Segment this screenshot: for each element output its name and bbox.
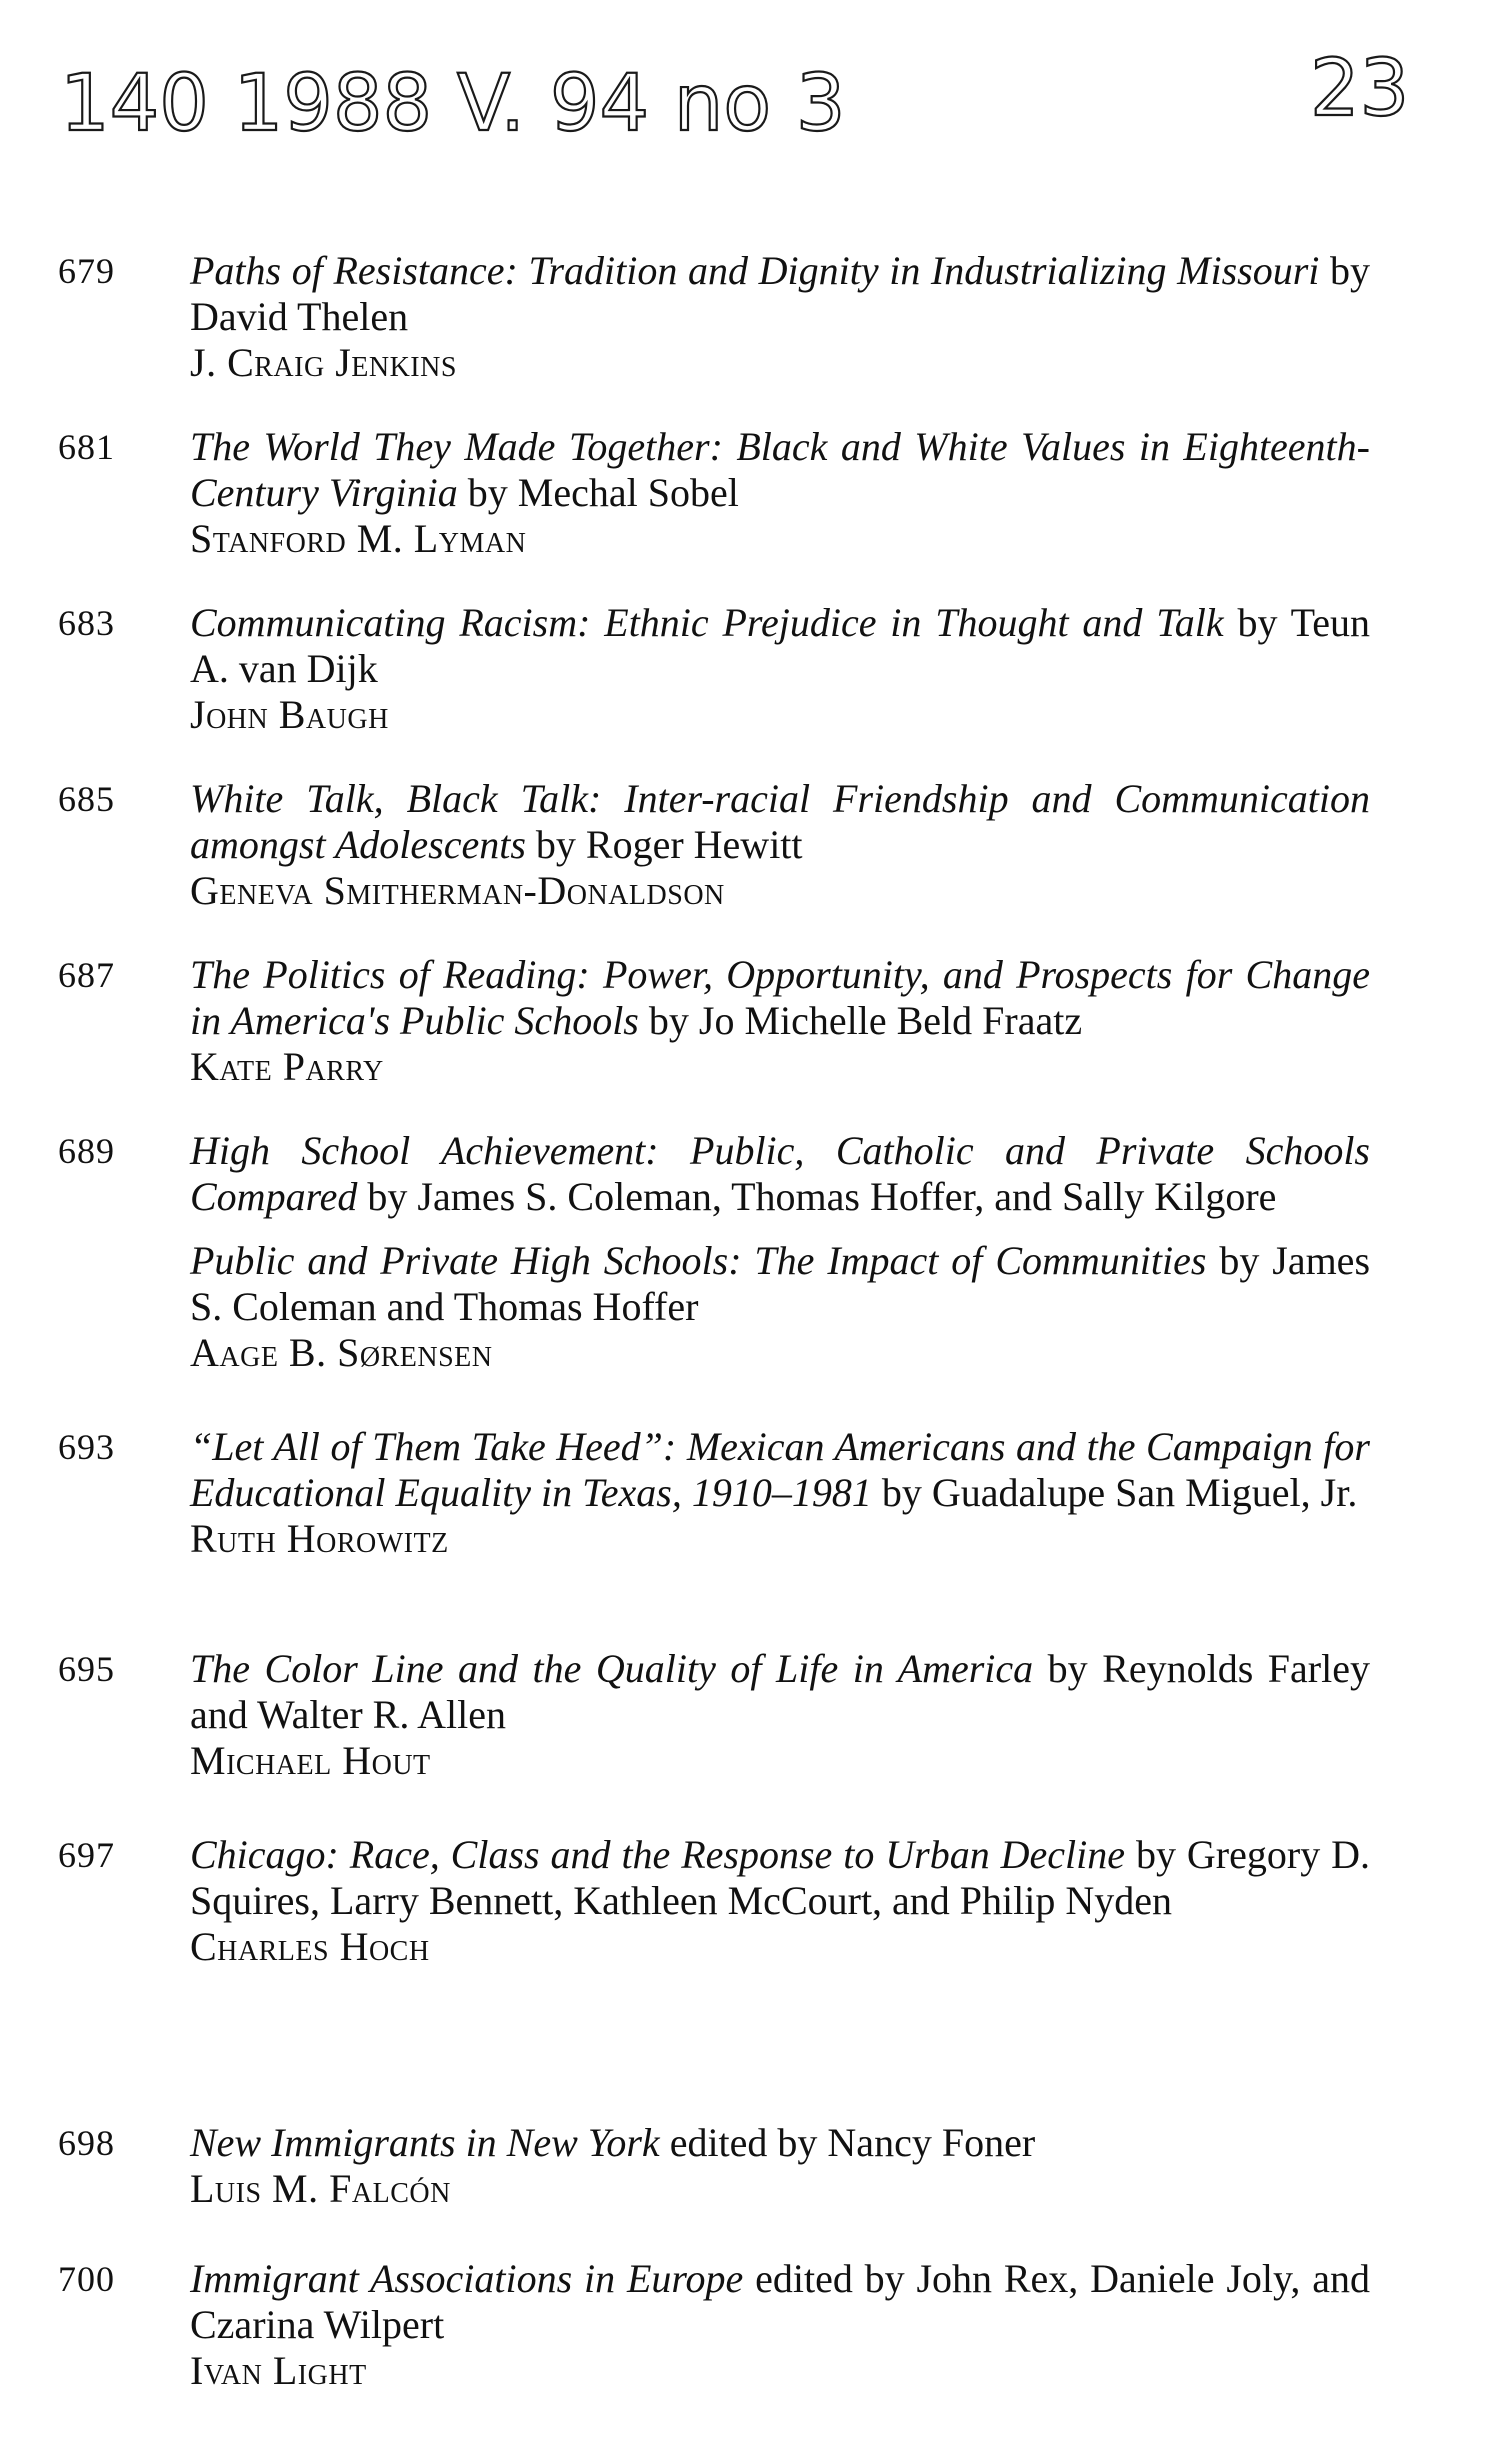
reviewer-name: Geneva Smitherman-Donaldson: [190, 868, 725, 913]
handwritten-note-text: 140 1988 V. 94 no 3: [60, 59, 846, 149]
page-number: 693: [58, 1427, 115, 1467]
connector: edited by: [669, 2120, 818, 2165]
connector: by: [1237, 600, 1278, 645]
book-authors: Gregory D. Squires, Larry Bennett, Kathleen McCourt, and Philip Nyden: [190, 1832, 1371, 1923]
book-authors: Guadalupe San Miguel, Jr.: [931, 1470, 1358, 1515]
connector: by: [881, 1470, 922, 1515]
book-title: Communicating Racism: Ethnic Prejudice in Thought and Talk: [190, 600, 1224, 645]
book-authors: Teun A. van Dijk: [190, 600, 1371, 691]
book-authors: Nancy Foner: [827, 2120, 1036, 2165]
book-title: “Let All of Them Take Heed”: Mexican Americans and the Campaign for Educational Equality in Texas, 1910–1981: [190, 1424, 1370, 1515]
reviewer-name: Michael Hout: [190, 1738, 431, 1783]
entry-body: [190, 2120, 1370, 2212]
book-title: White Talk, Black Talk: Inter-racial Friendship and Communication amongst Adolescents: [190, 776, 1370, 867]
book-authors: John Rex, Daniele Joly, and Czarina Wilpert: [190, 2256, 1371, 2347]
book-authors: Roger Hewitt: [585, 822, 803, 867]
handwritten-corner-mark: 23: [1310, 44, 1410, 134]
reviewer-name: Aage B. Sørensen: [190, 1330, 493, 1375]
book-title: The Color Line and the Quality of Life in America: [190, 1646, 1034, 1691]
entry-body: [190, 1832, 1370, 1970]
reviewer-name: Charles Hoch: [190, 1924, 430, 1969]
reviewer-name: Ruth Horowitz: [190, 1516, 449, 1561]
page-number: 683: [58, 603, 115, 643]
book-title: Immigrant Associations in Europe: [190, 2256, 744, 2301]
reviewer-name: John Baugh: [190, 692, 389, 737]
book-title-second: Public and Private High Schools: The Impact of Communities: [190, 1238, 1207, 1283]
reviewer-name: Stanford M. Lyman: [190, 516, 527, 561]
entry-body: [190, 248, 1370, 386]
entry-body: [190, 1128, 1370, 1376]
entry-body: [190, 2256, 1370, 2394]
handwritten-annotation: [40, 20, 1480, 190]
book-title: Chicago: Race, Class and the Response to Urban Decline: [190, 1832, 1126, 1877]
entry-body: [190, 600, 1370, 738]
entry-body: [190, 1646, 1370, 1784]
reviewer-name: Luis M. Falcón: [190, 2166, 451, 2211]
page-number: 697: [58, 1835, 115, 1875]
book-title: The Politics of Reading: Power, Opportunity, and Prospects for Change in America's Public Schools: [190, 952, 1370, 1043]
page-number: 679: [58, 251, 115, 291]
page-number: 695: [58, 1649, 115, 1689]
connector: by: [1330, 248, 1371, 293]
connector: by: [1219, 1238, 1260, 1283]
page-number: 689: [58, 1131, 115, 1171]
book-title: New Immigrants in New York: [190, 2120, 660, 2165]
book-title: Paths of Resistance: Tradition and Dignity in Industrializing Missouri: [190, 248, 1320, 293]
connector: edited by: [755, 2256, 905, 2301]
book-title: The World They Made Together: Black and White Values in Eighteenth-Century Virginia: [190, 424, 1370, 515]
page-number: 687: [58, 955, 115, 995]
entry-body: [190, 952, 1370, 1090]
reviewer-name: J. Craig Jenkins: [190, 340, 457, 385]
book-authors: James S. Coleman, Thomas Hoffer, and Sally Kilgore: [417, 1174, 1277, 1219]
connector: by: [1135, 1832, 1176, 1877]
connector: by: [648, 998, 689, 1043]
handwritten-annotation-drawing: [40, 20, 1480, 190]
book-authors: Mechal Sobel: [517, 470, 739, 515]
connector: by: [1047, 1646, 1088, 1691]
page-number: 681: [58, 427, 115, 467]
book-authors: David Thelen: [190, 294, 409, 339]
connector: by: [467, 470, 508, 515]
book-authors-second: James S. Coleman and Thomas Hoffer: [190, 1238, 1371, 1329]
page-number: 685: [58, 779, 115, 819]
page-number: 698: [58, 2123, 115, 2163]
entry-body: [190, 1424, 1370, 1562]
connector: by: [367, 1174, 408, 1219]
reviewer-name: Kate Parry: [190, 1044, 384, 1089]
reviewer-name: Ivan Light: [190, 2348, 367, 2393]
book-authors: Jo Michelle Beld Fraatz: [698, 998, 1083, 1043]
book-authors: Reynolds Farley and Walter R. Allen: [190, 1646, 1370, 1737]
entry-body: [190, 776, 1370, 914]
entry-body: [190, 424, 1370, 562]
page-number: 700: [58, 2259, 115, 2299]
book-title: High School Achievement: Public, Catholic and Private Schools Compared: [190, 1128, 1370, 1219]
connector: by: [535, 822, 576, 867]
